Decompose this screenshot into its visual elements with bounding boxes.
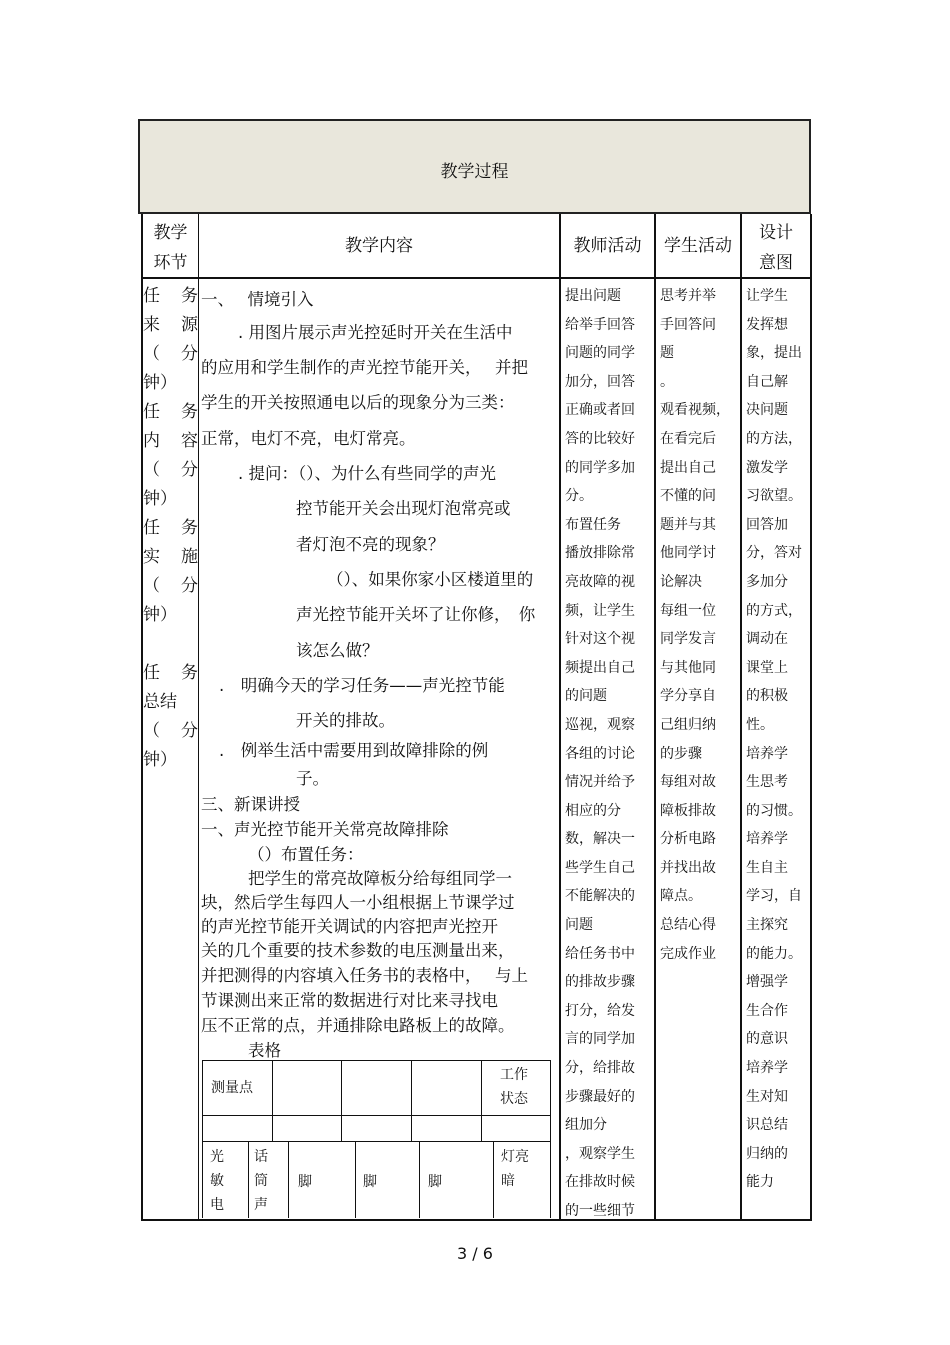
measurement-table: [202, 1060, 551, 1218]
stage-column: [143, 282, 198, 775]
content-line: 并把测得的内容填入任务书的表格中， 与上: [201, 966, 528, 985]
student-line: 学分享自: [660, 688, 716, 705]
stage-line: （分: [143, 721, 198, 741]
student-line: 在看完后: [660, 430, 716, 447]
design-line: 的方法，: [746, 430, 802, 447]
mt-cell: 脚: [363, 1174, 377, 1190]
header-content: 教学内容: [345, 236, 413, 256]
teacher-column: [565, 282, 635, 1226]
teacher-line: 答的比较好: [565, 430, 635, 447]
teacher-line: 给任务书中: [565, 945, 635, 962]
design-line: 生思考: [746, 774, 788, 791]
teacher-line: 播放排除常: [565, 545, 635, 562]
teacher-line: 言的同学加: [565, 1031, 635, 1048]
design-line: 生合作: [746, 1002, 788, 1019]
stage-line: 任 务: [143, 402, 198, 422]
teacher-line: 的问题: [565, 688, 607, 705]
content-line: . 明确今天的学习任务——声光控节能: [219, 676, 505, 695]
teacher-line: 打分，给发: [565, 1002, 635, 1019]
design-line: 能力: [746, 1174, 774, 1191]
table-border-right: [810, 214, 812, 1221]
student-line: 提出自己: [660, 459, 716, 476]
content-line: 学生的开关按照通电以后的现象分为三类：: [201, 393, 515, 412]
mt-cell: 话 筒 声: [254, 1149, 268, 1213]
table-border-bottom: [141, 1219, 812, 1221]
teacher-line: 情况并给予: [565, 774, 635, 791]
design-column: [746, 282, 802, 1197]
content-line: 控节能开关会出现灯泡常亮或: [296, 499, 511, 518]
student-line: 的步骤: [660, 745, 702, 762]
stage-line: 实 施: [143, 547, 198, 567]
content-line: 一、 情境引入: [201, 290, 314, 309]
teacher-line: 分，给排故: [565, 1060, 635, 1077]
teacher-line: 组加分: [565, 1117, 607, 1134]
header-divider: [141, 277, 812, 279]
header-teacher: 教师活动: [573, 236, 642, 256]
student-line: 障板排故: [660, 802, 716, 819]
col-divider-2: [559, 214, 561, 1220]
student-line: 不懂的问: [660, 488, 716, 505]
student-line: 题: [660, 345, 674, 362]
student-line: 手回答问: [660, 316, 716, 333]
content-line: 关的几个重要的技术参数的电压测量出来，: [201, 941, 515, 960]
mt-cell: 光 敏 电: [210, 1149, 224, 1213]
teacher-line: 提出问题: [565, 288, 621, 304]
design-line: 归纳的: [746, 1145, 788, 1162]
student-line: 己组归纳: [660, 716, 716, 733]
teacher-line: 巡视，观察: [565, 716, 635, 733]
stage-line: 总结: [143, 692, 177, 712]
student-line: 每组一位: [660, 602, 716, 619]
stage-line: 内 容: [143, 431, 198, 451]
content-line: 者灯泡不亮的现象？: [296, 535, 445, 554]
design-line: 让学生: [746, 288, 788, 304]
content-line: 三、新课讲授: [201, 795, 300, 814]
student-line: 每组对故: [660, 774, 716, 791]
design-line: 培养学: [746, 1060, 788, 1077]
mt-v3: [411, 1060, 412, 1141]
section-title: 教学过程: [440, 162, 509, 182]
stage-line: 任 务: [143, 286, 198, 306]
teacher-line: 各组的讨论: [565, 745, 635, 762]
design-line: 习欲望。: [746, 488, 802, 505]
design-line: 生对知: [746, 1088, 788, 1105]
student-line: 思考并举: [660, 288, 716, 304]
teacher-line: 不能解决的: [565, 888, 635, 905]
col-divider-1: [198, 214, 199, 1220]
content-line: 的应用和学生制作的声光控节能开关， 并把: [201, 358, 528, 377]
page-number: 3 / 6: [457, 1244, 493, 1263]
stage-line: 钟）: [143, 489, 177, 509]
design-line: 主探究: [746, 917, 788, 934]
student-column: [660, 282, 730, 968]
content-line: 节课测出来正常的数据进行对比来寻找电: [201, 991, 498, 1010]
design-line: 回答加: [746, 516, 788, 533]
teacher-line: 问题的同学: [565, 345, 635, 362]
teacher-line: 问题: [565, 917, 593, 934]
student-line: 障点。: [660, 888, 702, 905]
teacher-line: 步骤最好的: [565, 1088, 635, 1105]
mt-cell: 灯亮 暗: [501, 1149, 529, 1189]
teacher-line: 针对这个视: [565, 631, 635, 648]
content-line: （）、如果你家小区楼道里的: [327, 570, 534, 589]
teacher-line: 些学生自己: [565, 859, 635, 876]
mt-right: [550, 1060, 551, 1218]
content-line: 开关的排故。: [296, 711, 395, 730]
teacher-line: 频，让学生: [565, 602, 635, 619]
mt-cell: 测量点: [211, 1080, 253, 1096]
design-line: 课堂上: [746, 659, 788, 676]
teacher-line: ，观察学生: [565, 1145, 635, 1162]
student-line: 观看视频，: [660, 402, 730, 419]
content-line: . 例举生活中需要用到故障排除的例: [219, 741, 489, 760]
design-line: 的方式，: [746, 602, 802, 619]
teacher-line: 给举手回答: [565, 316, 635, 333]
design-line: 性。: [746, 716, 774, 733]
stage-line: [143, 630, 198, 659]
student-line: 分析电路: [660, 831, 716, 848]
mt-b3: [355, 1141, 356, 1218]
design-line: 识总结: [746, 1117, 788, 1134]
mt-cell: 脚: [428, 1174, 442, 1190]
student-line: 总结心得: [660, 917, 716, 934]
teacher-line: 频提出自己: [565, 659, 635, 676]
stage-line: （分: [143, 460, 198, 480]
design-line: 增强学: [746, 974, 788, 991]
content-line: 该怎么做？: [296, 641, 379, 660]
teacher-line: 亮故障的视: [565, 573, 635, 590]
teacher-line: 数，解决一: [565, 831, 635, 848]
stage-line: 任 务: [143, 518, 198, 538]
design-line: 生自主: [746, 859, 788, 876]
mt-v1: [272, 1060, 273, 1141]
content-line: 块，然后学生每四人一小组根据上节课学过: [201, 893, 515, 912]
design-line: 发挥想: [746, 316, 788, 333]
stage-line: 任 务: [143, 663, 198, 683]
header-stage: 教学 环节: [153, 223, 188, 273]
design-line: 的习惯。: [746, 802, 802, 819]
content-line: （）布置任务：: [248, 845, 364, 864]
stage-line: 钟）: [143, 750, 177, 770]
design-line: 学习，自: [746, 888, 802, 905]
design-line: 象，提出: [746, 345, 802, 362]
content-line: 表格: [248, 1041, 281, 1060]
design-line: 分，答对: [746, 545, 802, 562]
content-line: 子。: [296, 769, 329, 788]
mt-v2: [341, 1060, 342, 1141]
mt-b1: [248, 1141, 249, 1218]
header-student: 学生活动: [664, 236, 732, 256]
student-line: 题并与其: [660, 516, 716, 533]
stage-line: 钟）: [143, 373, 177, 393]
stage-line: 钟）: [143, 605, 177, 625]
teacher-line: 相应的分: [565, 802, 621, 819]
content-line: 正常，电灯不亮，电灯常亮。: [201, 429, 416, 448]
student-line: 同学发言: [660, 631, 716, 648]
teacher-line: 分。: [565, 488, 593, 505]
mt-cell: 工作 状态: [500, 1067, 528, 1107]
mt-b5: [493, 1141, 494, 1218]
teacher-line: 的排故步骤: [565, 974, 635, 991]
teacher-line: 的一些细节: [565, 1203, 635, 1219]
teacher-line: 布置任务: [565, 516, 621, 533]
design-line: 培养学: [746, 831, 788, 848]
col-divider-3: [654, 214, 656, 1220]
content-line: 的声光控节能开关调试的内容把声光控开: [201, 917, 498, 936]
student-line: 。: [660, 373, 674, 390]
section-title-box: [138, 119, 811, 214]
student-line: 与其他同: [660, 659, 716, 676]
design-line: 调动在: [746, 631, 788, 648]
mt-cell: 脚: [298, 1174, 312, 1190]
design-line: 的积极: [746, 688, 788, 705]
teacher-line: 加分，回答: [565, 373, 635, 390]
mt-b4: [419, 1141, 420, 1218]
design-line: 决问题: [746, 402, 788, 419]
student-line: 并找出故: [660, 859, 716, 876]
content-line: 一、声光控节能开关常亮故障排除: [201, 820, 449, 839]
design-line: 的能力。: [746, 945, 802, 962]
header-design: 设计 意图: [759, 223, 793, 273]
design-line: 多加分: [746, 573, 788, 590]
content-line: 压不正常的点，并通排除电路板上的故障。: [201, 1016, 515, 1035]
design-line: 的意识: [746, 1031, 788, 1048]
design-line: 培养学: [746, 745, 788, 762]
teacher-line: 在排故时候: [565, 1174, 635, 1191]
content-line: 声光控节能开关坏了让你修， 你: [296, 605, 536, 624]
student-line: 论解决: [660, 573, 702, 590]
content-line: 把学生的常亮故障板分给每组同学一: [248, 869, 512, 888]
stage-line: （分: [143, 576, 198, 596]
student-line: 完成作业: [660, 945, 716, 962]
mt-v4: [481, 1060, 482, 1141]
content-line: . 用图片展示声光控延时开关在生活中: [238, 323, 513, 342]
mt-row2: [202, 1115, 551, 1116]
design-line: 激发学: [746, 459, 788, 476]
stage-line: 来 源: [143, 315, 198, 335]
teacher-line: 正确或者回: [565, 402, 635, 419]
content-line: . 提问：（）、为什么有些同学的声光: [238, 464, 496, 483]
stage-line: （分: [143, 344, 198, 364]
mt-row3: [202, 1141, 551, 1142]
teacher-line: 的同学多加: [565, 459, 635, 476]
student-line: 他同学讨: [660, 545, 716, 562]
mt-left: [202, 1060, 203, 1218]
mt-b2: [288, 1141, 289, 1218]
col-divider-4: [740, 214, 742, 1220]
design-line: 自己解: [746, 373, 788, 390]
mt-top: [202, 1060, 551, 1061]
